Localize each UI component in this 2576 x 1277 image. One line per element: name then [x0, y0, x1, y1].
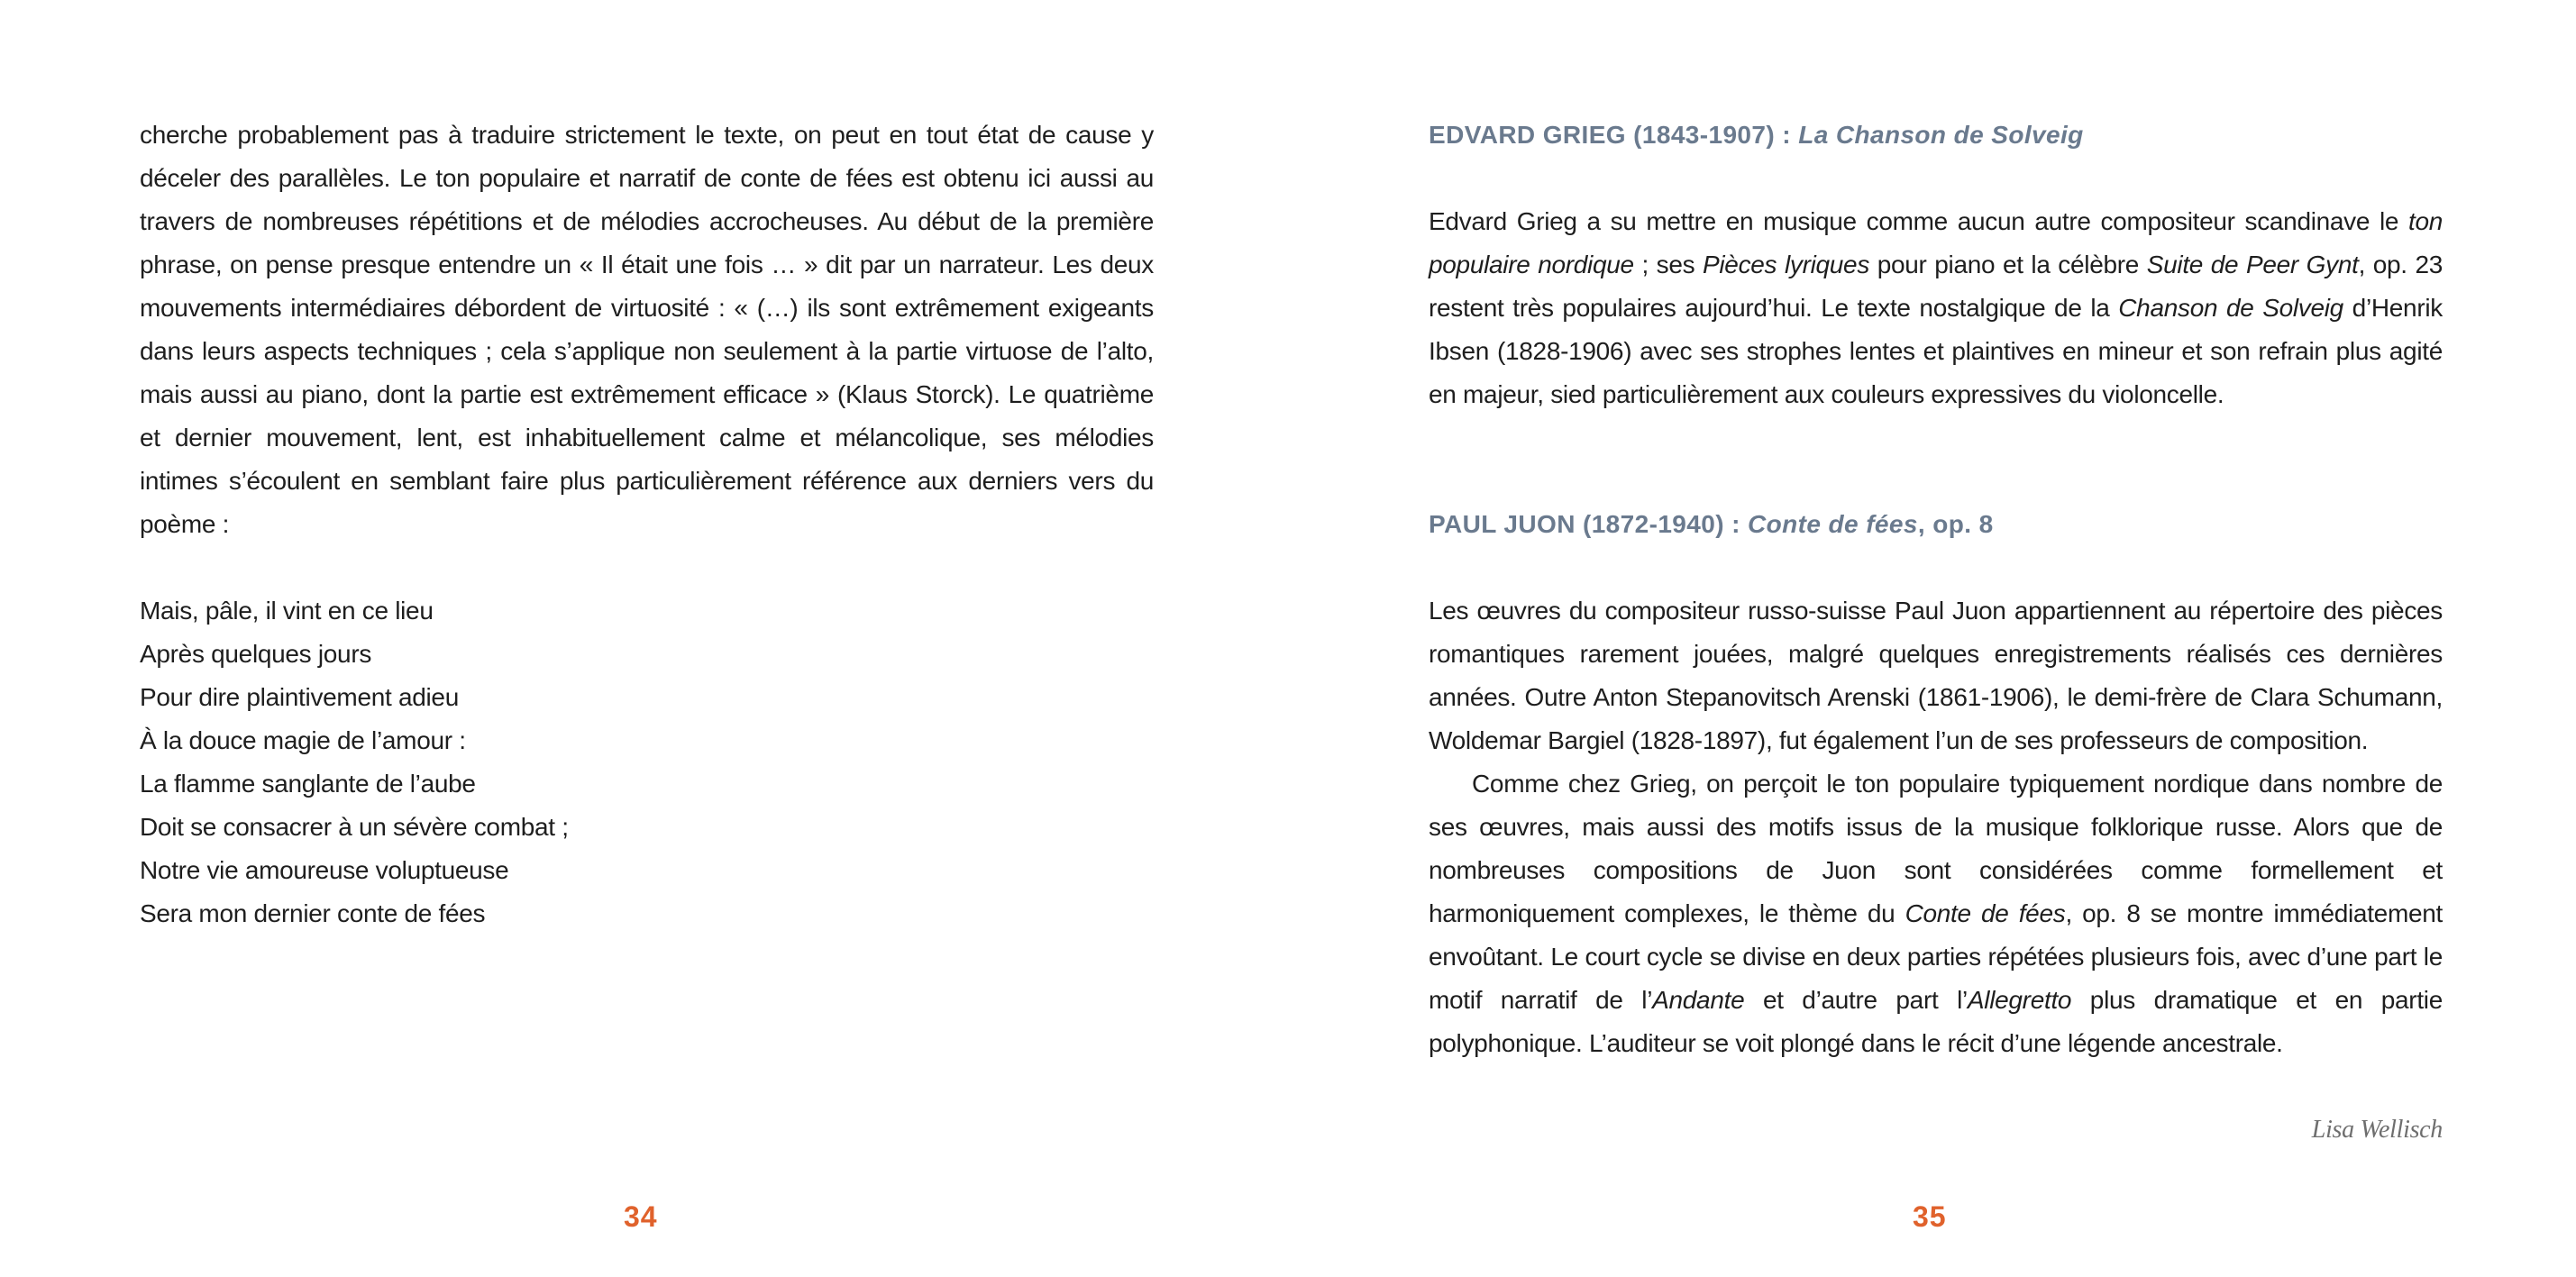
grieg-paragraph — [1429, 200, 2443, 416]
text-run: d’Henrik Ibsen (1828-1906) avec ses strophes lentes et plaintives en mineur et son refrain plus agité en majeur, sied particulièrement aux couleurs expressives du violoncelle. — [1429, 294, 2443, 408]
page-number: 35 — [1913, 1200, 1947, 1233]
text-run: , op. 23 restent très populaires aujourd’hui. Le texte nostalgique de la — [1429, 251, 2444, 322]
poem-line: Notre vie amoureuse voluptueuse — [140, 856, 509, 884]
text-run-italic: ton populaire nordique — [1429, 207, 2443, 278]
poem-line: Mais, pâle, il vint en ce lieu — [140, 597, 434, 625]
poem-line: Après quelques jours — [140, 640, 372, 668]
heading-composer: EDVARD GRIEG (1843-1907) : — [1429, 121, 1799, 149]
body-paragraph: cherche probablement pas à traduire strictement le texte, on peut en tout état de cause y déceler des parallèles. Le ton populaire et narratif de conte de fées est obtenu ici aussi au travers de nombreuses répétitions et de mélodies accrocheuses. Au début de la première phrase, on pense presque entendre un « Il était une fois … » dit par un narrateur. Les deux mouvements intermédiaires débordent de virtuosité : « (…) ils sont extrêmement exigeants dans leurs aspects techniques ; cela s’applique non seulement à la partie virtuose de l’alto, mais aussi au piano, dont la partie est extrêmement efficace » (Klaus Storck). Le quatrième et dernier mouvement, lent, est inhabituellement calme et mélancolique, ses mélodies intimes s’écoulent en semblant faire plus particulièrement référence aux derniers vers du poème : — [140, 121, 1154, 538]
text-run-italic: Allegretto — [1967, 986, 2072, 1014]
text-run: , op. 8 se montre immédiatement envoûtant. Le court cycle se divise en deux parties répétées plusieurs fois, avec d’une part le motif narratif de l’ — [1429, 899, 2443, 1014]
text-run: pour piano et la célèbre — [1869, 251, 2147, 278]
heading-work-title: Conte de fées — [1748, 510, 1918, 538]
text-run-italic: Chanson de Solveig — [2118, 294, 2343, 322]
poem-line: La flamme sanglante de l’aube — [140, 770, 476, 798]
heading-opus: , op. 8 — [1917, 510, 1994, 538]
text-run-italic: Pièces lyriques — [1703, 251, 1870, 278]
text-run: ; ses — [1633, 251, 1704, 278]
poem — [140, 589, 1154, 935]
poem-line: Doit se consacrer à un sévère combat ; — [140, 813, 569, 841]
text-run-italic: Suite de Peer Gynt — [2146, 251, 2359, 278]
poem-line: Pour dire plaintivement adieu — [140, 683, 459, 711]
text-run: plus dramatique et en partie polyphonique. L’auditeur se voit plongé dans le récit d’une légende ancestrale. — [1429, 986, 2443, 1057]
text-run-italic: Andante — [1652, 986, 1745, 1014]
section-heading-grieg — [1429, 114, 2443, 157]
juon-paragraph-1: Les œuvres du compositeur russo-suisse Paul Juon appartiennent au répertoire des pièces romantiques rarement jouées, malgré quelques enregistrements réalisés ces dernières années. Outre Anton Stepanovitsch Arenski (1861-1906), le demi-frère de Clara Schumann, Woldemar Bargiel (1828-1897), fut également l’un de ses professeurs de composition. — [1429, 597, 2443, 754]
heading-work-title: La Chanson de Solveig — [1798, 121, 2084, 149]
section-heading-juon — [1429, 503, 2443, 546]
right-page — [1288, 0, 2576, 1277]
text-run: et d’autre part l’ — [1744, 986, 1968, 1014]
text-run: Comme chez Grieg, on perçoit le ton populaire typiquement nordique dans nombre de ses œuvres, mais aussi des motifs issus de la musique folklorique russe. Alors que de nombreuses compositions de Juon sont considérées comme formellement et harmoniquement complexes, le thème du — [1429, 770, 2443, 927]
author-signature: Lisa Wellisch — [2311, 1116, 2443, 1144]
right-text-column — [1429, 114, 2443, 1152]
left-text-column — [140, 114, 1154, 935]
text-run: Edvard Grieg a su mettre en musique comme aucun autre compositeur scandinave le — [1429, 207, 2408, 235]
poem-line: Sera mon dernier conte de fées — [140, 899, 486, 927]
text-run-italic: Conte de fées — [1905, 899, 2066, 927]
juon-paragraph-2 — [1429, 762, 2443, 1065]
heading-composer: PAUL JUON (1872-1940) : — [1429, 510, 1749, 538]
page-number: 34 — [624, 1200, 658, 1233]
poem-line: À la douce magie de l’amour : — [140, 726, 466, 754]
